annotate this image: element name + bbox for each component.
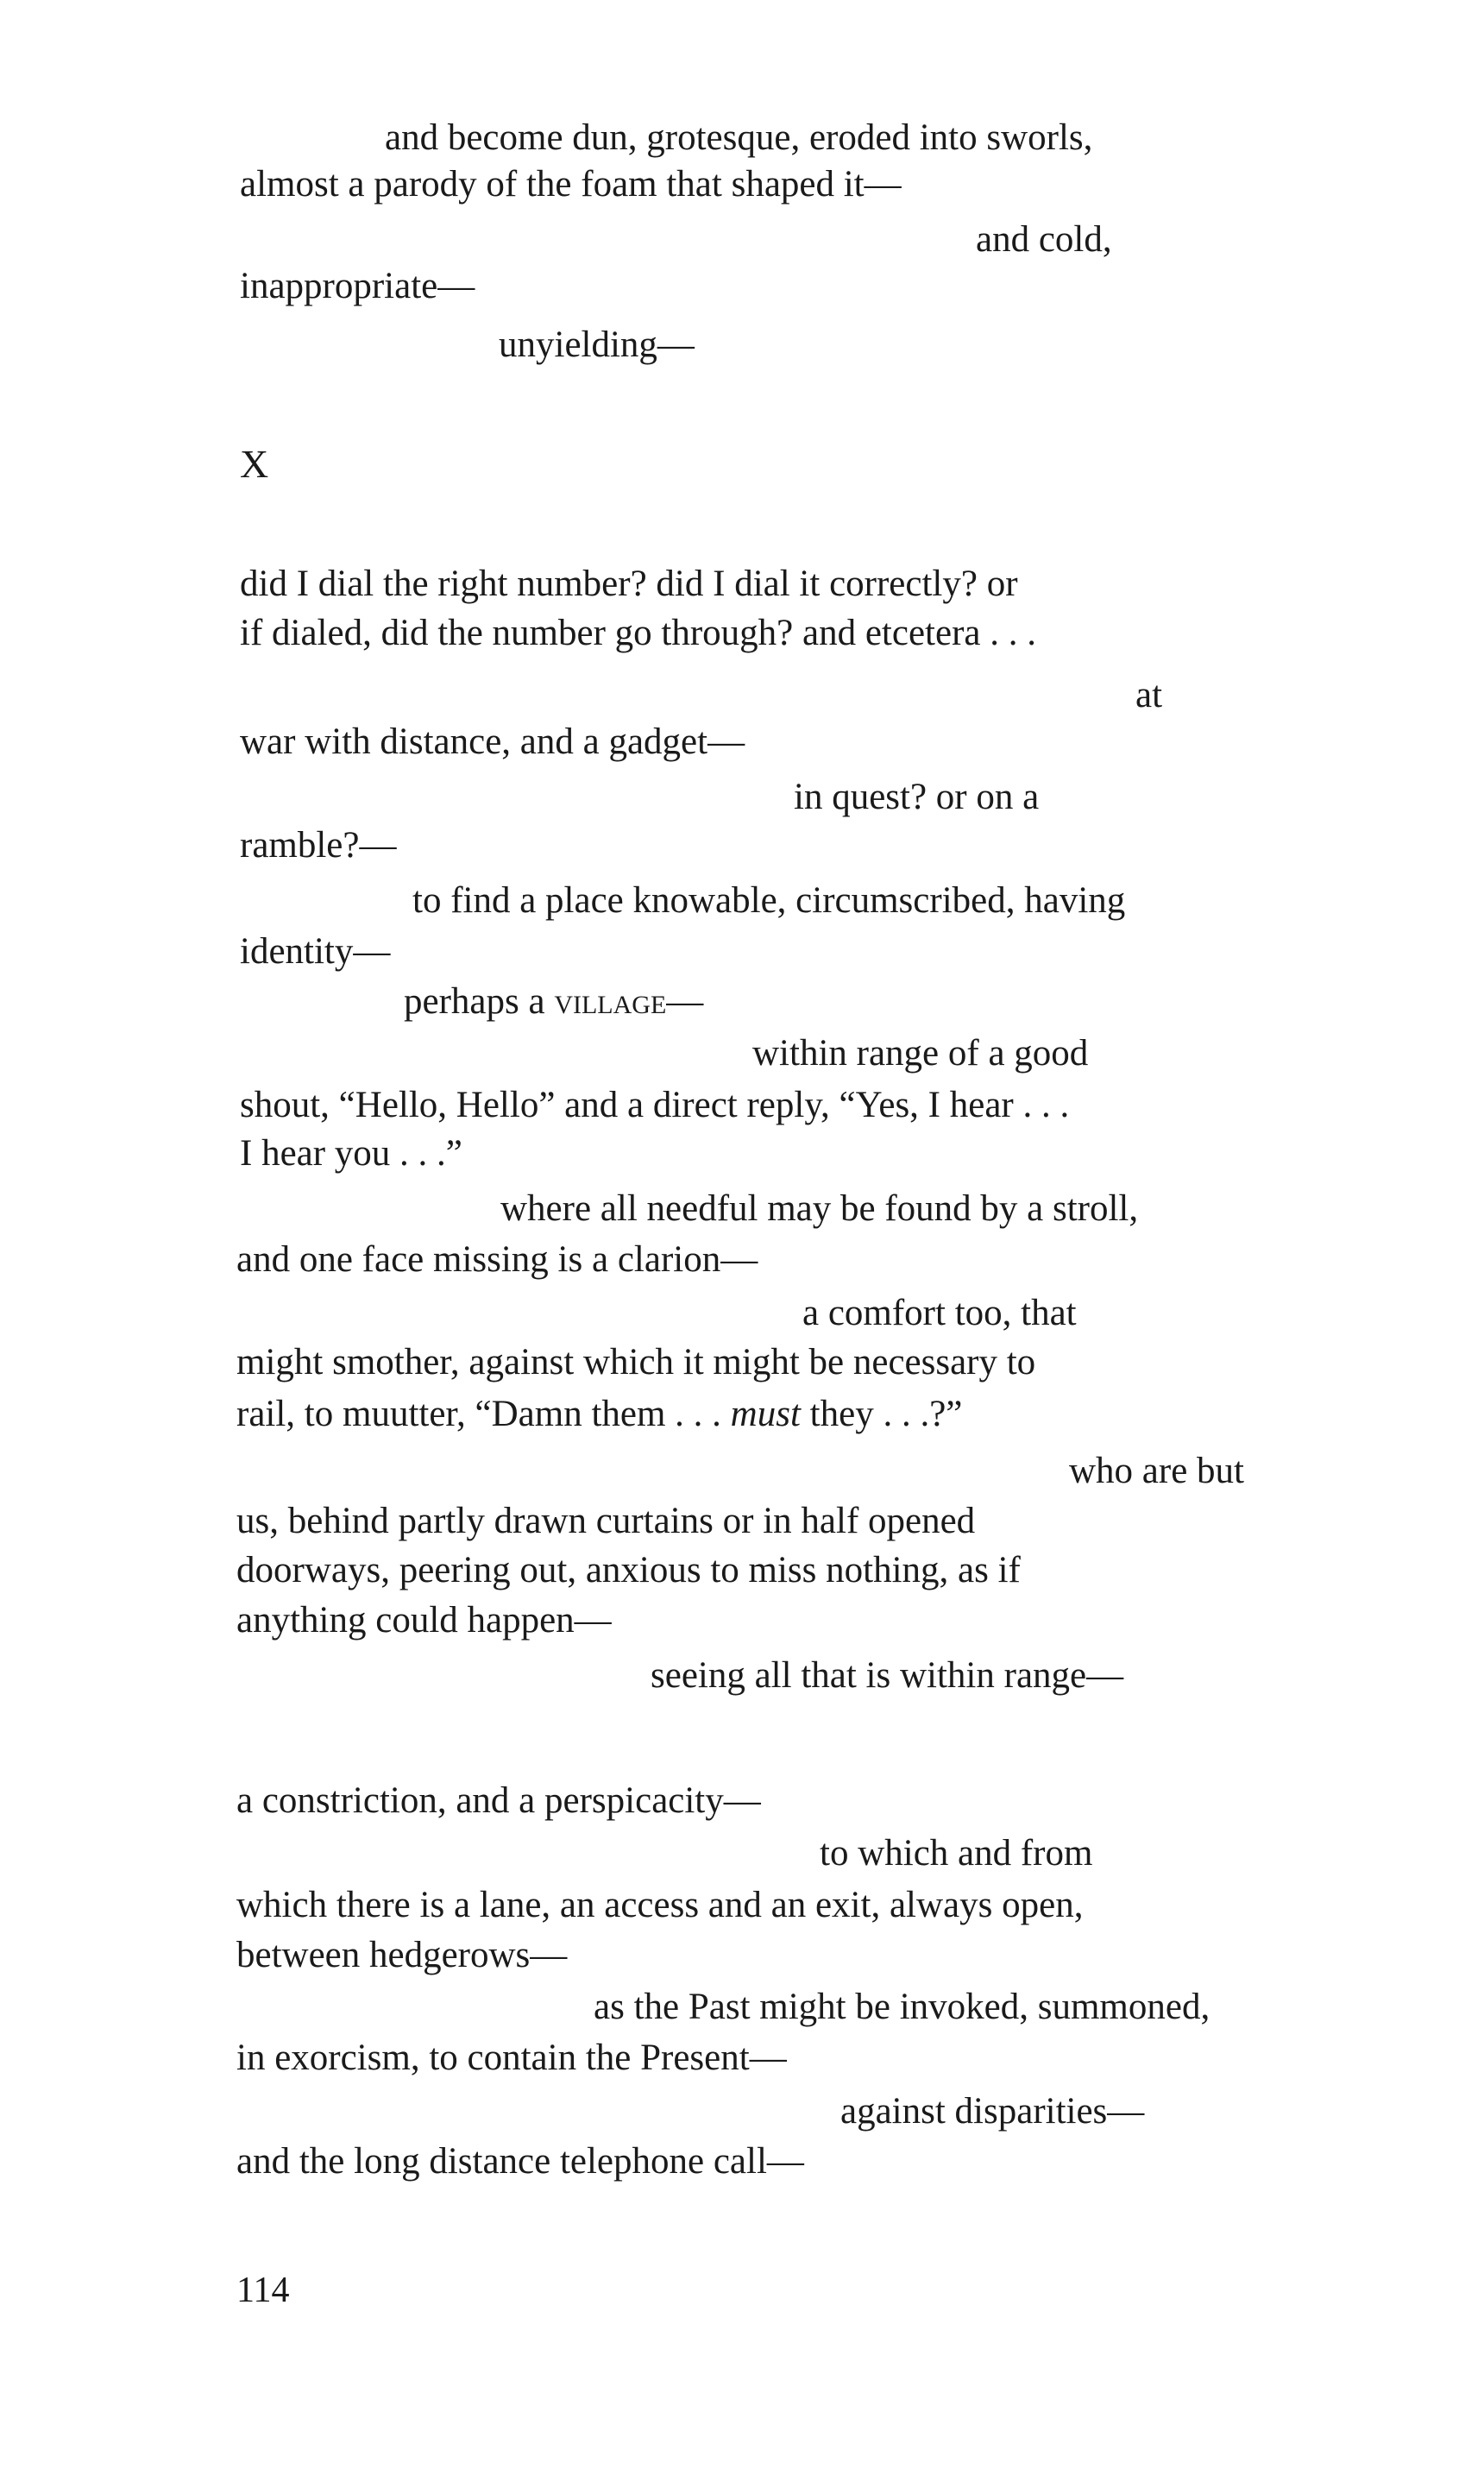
verse-line: did I dial the right number? did I dial it correctly? or [240, 564, 1018, 604]
verse-line: if dialed, did the number go through? and etcetera . . . [240, 613, 1036, 653]
page-number: 114 [236, 2271, 290, 2310]
verse-line: and the long distance telephone call— [236, 2141, 804, 2182]
emphasis-must: must [730, 1394, 801, 1434]
verse-line: unyielding— [499, 324, 695, 365]
verse-line [236, 1395, 962, 1433]
verse-line: us, behind partly drawn curtains or in half opened [236, 1501, 976, 1541]
verse-line: where all needful may be found by a stroll, [500, 1188, 1139, 1229]
verse-line: within range of a good [752, 1033, 1089, 1074]
section-number: X [240, 442, 269, 486]
verse-line: at [1135, 675, 1163, 715]
verse-line: shout, “Hello, Hello” and a direct reply, “Yes, I hear . . . [240, 1085, 1070, 1125]
verse-line: almost a parody of the foam that shaped it— [240, 164, 902, 205]
verse-line [404, 983, 703, 1020]
verse-line: between hedgerows— [236, 1935, 568, 1975]
verse-line: and one face missing is a clarion— [236, 1239, 758, 1280]
verse-line: a constriction, and a perspicacity— [236, 1780, 761, 1821]
verse-line: war with distance, and a gadget— [240, 721, 745, 762]
verse-text: perhaps a [404, 981, 555, 1022]
verse-line: ramble?— [240, 825, 397, 866]
verse-dash: — [666, 981, 704, 1022]
verse-line: which there is a lane, an access and an exit, always open, [236, 1885, 1084, 1925]
verse-line: as the Past might be invoked, summoned, [594, 1987, 1210, 2027]
verse-text: rail, to muutter, “Damn them . . . [236, 1394, 731, 1434]
verse-line: and become dun, grotesque, eroded into sworls, [385, 117, 1093, 158]
verse-line: to which and from [820, 1833, 1093, 1874]
verse-line: identity— [240, 931, 391, 972]
verse-line: seeing all that is within range— [651, 1655, 1124, 1696]
verse-text: they . . .?” [800, 1394, 963, 1434]
verse-line: in quest? or on a [794, 777, 1040, 817]
verse-line: to find a place knowable, circumscribed, having [412, 880, 1126, 921]
village-small-caps: village [554, 981, 667, 1022]
verse-line: might smother, against which it might be necessary to [236, 1342, 1036, 1383]
verse-line: I hear you . . .” [240, 1133, 462, 1174]
verse-line: who are but [1069, 1451, 1244, 1491]
verse-line: in exorcism, to contain the Present— [236, 2038, 787, 2078]
verse-line: against disparities— [840, 2091, 1145, 2132]
verse-line: doorways, peering out, anxious to miss nothing, as if [236, 1550, 1021, 1590]
verse-line: anything could happen— [236, 1600, 612, 1641]
verse-line: inappropriate— [240, 266, 475, 306]
verse-line: and cold, [976, 219, 1112, 260]
verse-line: a comfort too, that [802, 1293, 1077, 1333]
